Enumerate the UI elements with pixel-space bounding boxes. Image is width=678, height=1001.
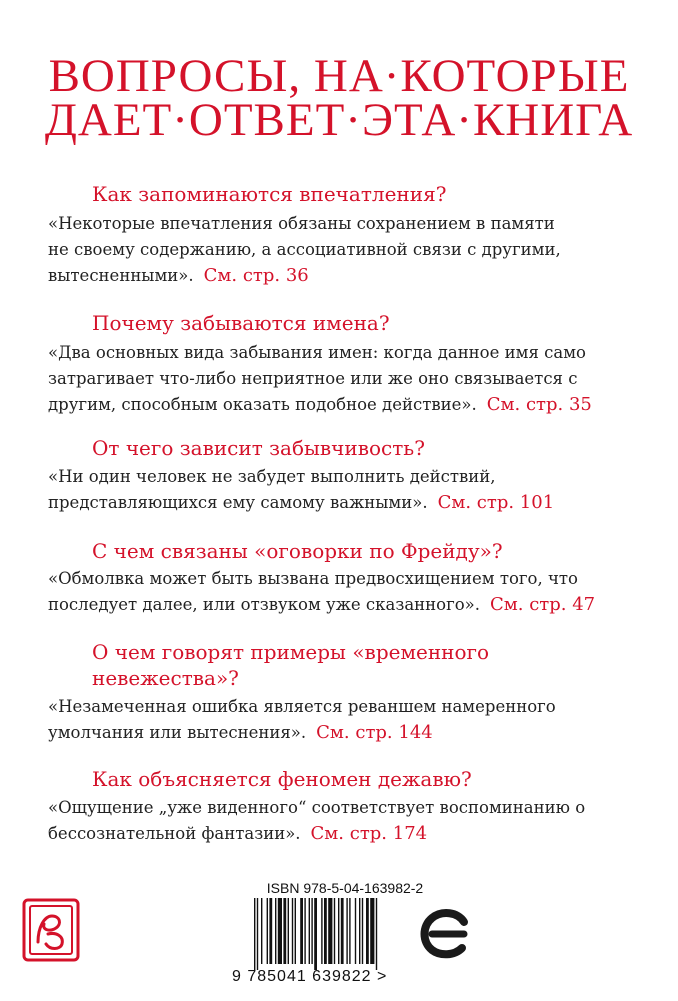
answer-line: затрагивает что-либо неприятное или же оно связывается с — [48, 369, 578, 388]
barcode — [250, 898, 440, 972]
barcode-bar — [366, 898, 369, 964]
eksmo-logo-icon — [418, 906, 474, 960]
answer-line: «Ни один человек не забудет выполнить действий, — [48, 467, 496, 486]
barcode-bar — [300, 898, 303, 964]
barcode-bar — [338, 898, 339, 964]
question-heading: О чем говорят примеры «временного — [92, 640, 490, 664]
barcode-bar — [334, 898, 335, 964]
barcode-bar — [359, 898, 360, 964]
barcode-bar — [275, 898, 276, 964]
answer-line: не своему содержанию, а ассоциативной связи с другими, — [48, 240, 561, 259]
barcode-bar — [267, 898, 268, 964]
page-reference: См. стр. 36 — [203, 265, 309, 286]
answer-quote — [48, 694, 648, 746]
answer-line: «Два основных вида забывания имен: когда данное имя само — [48, 343, 586, 362]
barcode-bar — [355, 898, 356, 964]
page-reference: См. стр. 174 — [310, 823, 428, 844]
question-heading: С чем связаны «оговорки по Фрейду»? — [92, 539, 503, 563]
barcode-bar — [321, 898, 322, 964]
barcode-bar — [283, 898, 286, 964]
question-heading: От чего зависит забывчивость? — [92, 436, 425, 460]
answer-line: «Ощущение „уже виденного“ соответствует воспоминанию о — [48, 798, 586, 817]
title-line-2: ДАЕТ·ОТВЕТ·ЭТА·КНИГА — [44, 94, 634, 146]
barcode-bar — [261, 898, 262, 964]
barcode-bar — [292, 898, 293, 964]
question-heading: Как запоминаются впечатления? — [92, 182, 447, 206]
question-heading: Как объясняется феномен дежавю? — [92, 767, 472, 791]
answer-line: представляющихся ему самому важными». — [48, 493, 428, 512]
barcode-bar — [324, 898, 327, 964]
question-heading-cont: невежества»? — [92, 666, 239, 690]
answer-quote — [48, 340, 648, 418]
barcode-bar — [295, 898, 296, 964]
answer-line: «Некоторые впечатления обязаны сохранением в памяти — [48, 214, 555, 233]
question-heading: Почему забываются имена? — [92, 311, 390, 335]
page-reference: См. стр. 144 — [316, 722, 433, 743]
page-reference: См. стр. 47 — [490, 594, 596, 615]
barcode-bar — [278, 898, 282, 964]
answer-line: «Незамеченная ошибка является реваншем намеренного — [48, 697, 556, 716]
barcode-bar — [370, 898, 374, 964]
barcode-bar — [311, 898, 312, 964]
answer-line: умолчания или вытеснения». — [48, 723, 307, 742]
page-reference: См. стр. 101 — [437, 492, 555, 513]
barcode-bar — [362, 898, 363, 964]
answer-quote — [48, 795, 648, 847]
barcode-bar — [304, 898, 305, 964]
barcode-bar — [309, 898, 310, 964]
title-line-1: ВОПРОСЫ, НА·КОТОРЫЕ — [48, 50, 630, 102]
barcode-bar — [328, 898, 332, 964]
isbn-digits: 9 785041 639822 > — [232, 968, 388, 985]
barcode-bar — [269, 898, 272, 964]
barcode-bar — [254, 898, 255, 970]
barcode-bar — [346, 898, 347, 964]
answer-line: последует далее, или отзвуком уже сказанного». — [48, 595, 480, 614]
page-reference: См. стр. 35 — [486, 394, 592, 415]
barcode-bar — [314, 898, 317, 970]
barcode-bar — [257, 898, 258, 970]
answer-line: «Обмолвка может быть вызвана предвосхищением того, что — [48, 569, 578, 588]
answer-quote — [48, 211, 648, 289]
barcode-bar — [341, 898, 344, 964]
isbn-label: ISBN 978-5-04-163982-2 — [266, 880, 424, 896]
barcode-bar — [349, 898, 350, 964]
barcode-bar — [376, 898, 377, 970]
answer-quote — [48, 566, 648, 618]
barcode-bar — [288, 898, 289, 964]
answer-line: другим, способным оказать подобное действие». — [48, 395, 477, 414]
answer-line: бессознательной фантазии». — [48, 824, 301, 843]
publisher-logo-icon — [22, 898, 80, 962]
answer-quote — [48, 464, 648, 516]
answer-line: вытесненными». — [48, 266, 194, 285]
